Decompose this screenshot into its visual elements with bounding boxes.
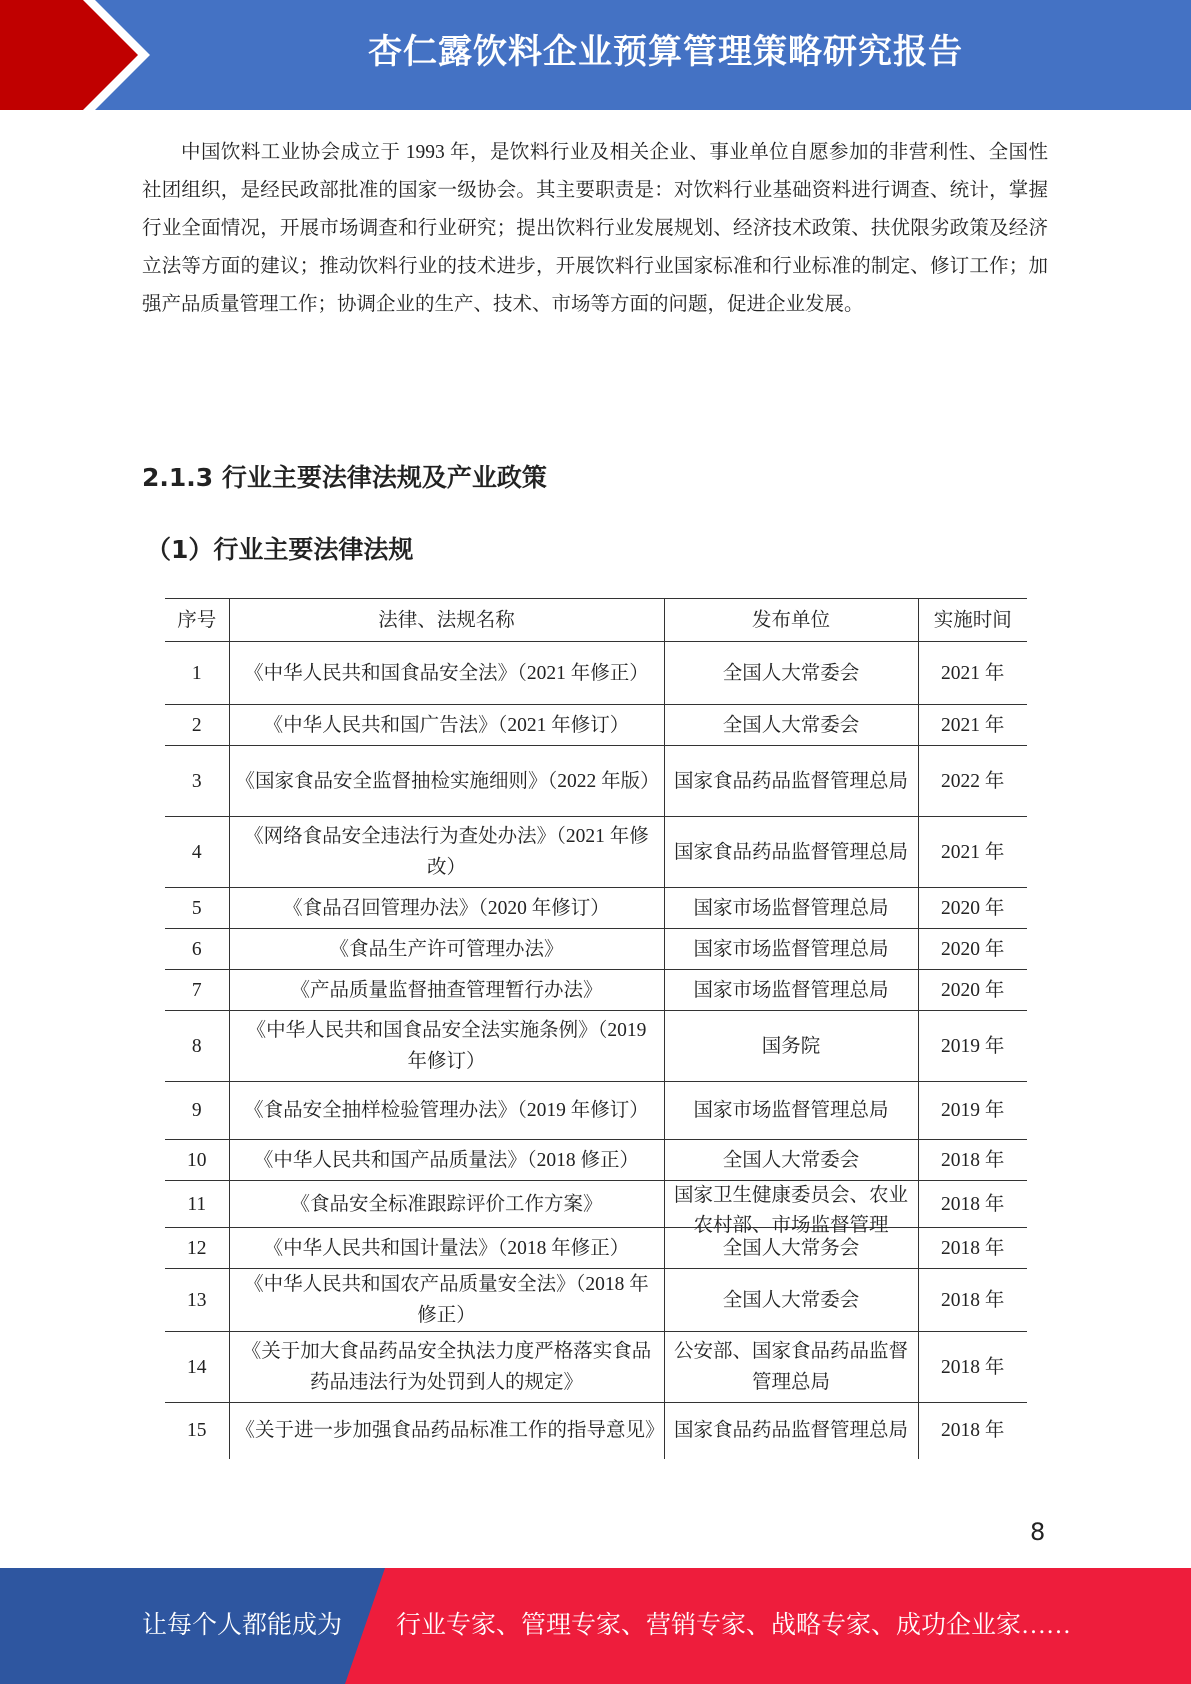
row-issuer-clipped: 国家卫生健康委员会、农业农村部、市场监督管理 <box>673 1185 908 1236</box>
table-row <box>165 1181 1027 1228</box>
section-heading: 2.1.3 行业主要法律法规及产业政策 <box>142 463 547 492</box>
row-law-name: 《食品生产许可管理办法》 <box>229 929 664 970</box>
row-effective-date: 2021 年 <box>918 642 1027 705</box>
header-index: 序号 <box>165 599 229 642</box>
sub-heading: （1）行业主要法律法规 <box>146 535 414 564</box>
row-law-name: 《中华人民共和国农产品质量安全法》（2018 年修正） <box>229 1269 664 1332</box>
row-law-name: 《关于进一步加强食品药品标准工作的指导意见》 <box>229 1403 664 1459</box>
row-law-name: 《中华人民共和国广告法》（2021 年修订） <box>229 705 664 746</box>
header-arrow-decoration <box>0 0 150 110</box>
report-title: 杏仁露饮料企业预算管理策略研究报告 <box>368 32 963 72</box>
row-issuer: 全国人大常委会 <box>664 1269 918 1332</box>
row-effective-date: 2018 年 <box>918 1140 1027 1181</box>
row-issuer: 全国人大常委会 <box>664 642 918 705</box>
table-row <box>165 1403 1027 1459</box>
header-banner <box>0 0 1191 110</box>
laws-table <box>165 598 1027 1459</box>
table-header-row <box>165 599 1027 642</box>
row-index: 5 <box>165 888 229 929</box>
row-index: 6 <box>165 929 229 970</box>
page-number: 8 <box>1030 1518 1046 1546</box>
row-effective-date: 2021 年 <box>918 817 1027 888</box>
row-index: 4 <box>165 817 229 888</box>
row-issuer: 国家市场监督管理总局 <box>664 929 918 970</box>
row-index: 2 <box>165 705 229 746</box>
intro-paragraph: 中国饮料工业协会成立于 1993 年，是饮料行业及相关企业、事业单位自愿参加的非营利性、全国性社团组织，是经民政部批准的国家一级协会。其主要职责是：对饮料行业基础资料进行调查、统计，掌握行业全面情况，开展市场调查和行业研究；提出饮料行业发展规划、经济技术政策、扶优限劣政策及经济立法等方面的建议；推动饮料行业的技术进步，开展饮料行业国家标准和行业标准的制定、修订工作；加强产品质量管理工作；协调企业的生产、技术、市场等方面的问题，促进企业发展。 <box>142 142 1048 315</box>
row-index: 11 <box>165 1181 229 1228</box>
row-effective-date: 2020 年 <box>918 888 1027 929</box>
row-effective-date: 2020 年 <box>918 929 1027 970</box>
row-effective-date: 2022 年 <box>918 746 1027 817</box>
table-row <box>165 1011 1027 1082</box>
row-issuer: 国家市场监督管理总局 <box>664 970 918 1011</box>
row-law-name: 《国家食品安全监督抽检实施细则》（2022 年版） <box>229 746 664 817</box>
table-row <box>165 888 1027 929</box>
row-law-name: 《网络食品安全违法行为查处办法》（2021 年修改） <box>229 817 664 888</box>
table-row <box>165 1332 1027 1403</box>
row-effective-date: 2021 年 <box>918 705 1027 746</box>
row-effective-date: 2018 年 <box>918 1269 1027 1332</box>
row-effective-date: 2020 年 <box>918 970 1027 1011</box>
table-row <box>165 642 1027 705</box>
row-law-name: 《关于加大食品药品安全执法力度严格落实食品药品违法行为处罚到人的规定》 <box>229 1332 664 1403</box>
table-row <box>165 1140 1027 1181</box>
row-index: 10 <box>165 1140 229 1181</box>
row-index: 7 <box>165 970 229 1011</box>
row-index: 9 <box>165 1082 229 1140</box>
row-issuer: 公安部、国家食品药品监督管理总局 <box>664 1332 918 1403</box>
footer-banner <box>0 1568 1191 1684</box>
table-row <box>165 929 1027 970</box>
row-issuer: 全国人大常务会 <box>664 1228 918 1269</box>
table-row <box>165 1269 1027 1332</box>
row-effective-date: 2018 年 <box>918 1181 1027 1228</box>
row-index: 12 <box>165 1228 229 1269</box>
header-issuer: 发布单位 <box>664 599 918 642</box>
row-effective-date: 2019 年 <box>918 1011 1027 1082</box>
row-law-name: 《食品安全标准跟踪评价工作方案》 <box>229 1181 664 1228</box>
row-effective-date: 2019 年 <box>918 1082 1027 1140</box>
row-issuer: 国家市场监督管理总局 <box>664 888 918 929</box>
row-law-name: 《中华人民共和国食品安全法实施条例》（2019 年修订） <box>229 1011 664 1082</box>
row-issuer <box>664 1181 918 1236</box>
table-row <box>165 970 1027 1011</box>
row-law-name: 《产品质量监督抽查管理暂行办法》 <box>229 970 664 1011</box>
row-index: 3 <box>165 746 229 817</box>
row-issuer: 国家食品药品监督管理总局 <box>664 746 918 817</box>
table-row <box>165 746 1027 817</box>
row-effective-date: 2018 年 <box>918 1332 1027 1403</box>
row-law-name: 《食品安全抽样检验管理办法》（2019 年修订） <box>229 1082 664 1140</box>
row-law-name: 《中华人民共和国计量法》（2018 年修正） <box>229 1228 664 1269</box>
footer-slogan-right: 行业专家、管理专家、营销专家、战略专家、成功企业家…… <box>396 1612 1072 1639</box>
row-index: 1 <box>165 642 229 705</box>
row-index: 15 <box>165 1403 229 1459</box>
header-effective-date: 实施时间 <box>918 599 1027 642</box>
row-law-name: 《中华人民共和国产品质量法》（2018 修正） <box>229 1140 664 1181</box>
row-issuer: 全国人大常委会 <box>664 705 918 746</box>
row-issuer: 国家市场监督管理总局 <box>664 1082 918 1140</box>
row-issuer: 国家食品药品监督管理总局 <box>664 1403 918 1459</box>
row-index: 13 <box>165 1269 229 1332</box>
table-row <box>165 1082 1027 1140</box>
row-law-name: 《中华人民共和国食品安全法》（2021 年修正） <box>229 642 664 705</box>
row-issuer: 全国人大常委会 <box>664 1140 918 1181</box>
header-law-name: 法律、法规名称 <box>229 599 664 642</box>
row-effective-date: 2018 年 <box>918 1403 1027 1459</box>
row-issuer: 国务院 <box>664 1011 918 1082</box>
table-row <box>165 1228 1027 1269</box>
table-row <box>165 705 1027 746</box>
row-law-name: 《食品召回管理办法》（2020 年修订） <box>229 888 664 929</box>
row-index: 14 <box>165 1332 229 1403</box>
row-issuer: 国家食品药品监督管理总局 <box>664 817 918 888</box>
row-index: 8 <box>165 1011 229 1082</box>
row-effective-date: 2018 年 <box>918 1228 1027 1269</box>
table-row <box>165 817 1027 888</box>
footer-slogan-left: 让每个人都能成为 <box>142 1612 343 1639</box>
